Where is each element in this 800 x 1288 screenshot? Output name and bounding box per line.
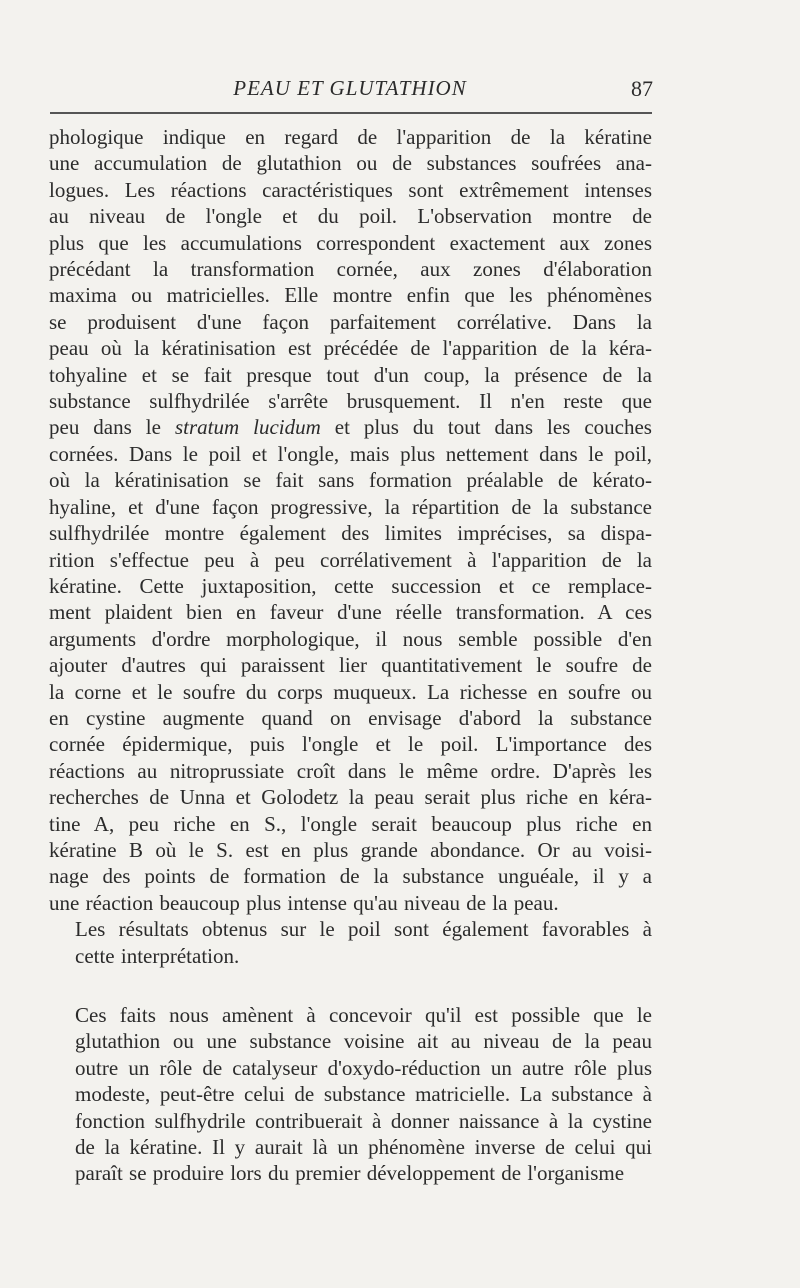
text-line: logues. Les réactions caractéristiques sont extrêmement intenses <box>49 177 652 202</box>
text-line: peu dans le stratum lucidum et plus du tout dans les couches <box>49 415 652 440</box>
text-line: recherches de Unna et Golodetz la peau serait plus riche en kéra- <box>49 785 652 810</box>
text-line: peau où la kératinisation est précédée de l'apparition de la kéra- <box>49 336 652 361</box>
text-line: nage des points de formation de la substance unguéale, il y a <box>49 864 652 889</box>
text-line: substance sulfhydrilée s'arrête brusquement. Il n'en reste que <box>49 389 652 414</box>
text-line: plus que les accumulations correspondent exactement aux zones <box>49 230 652 255</box>
text-line: rition s'effectue peu à peu corrélativement à l'apparition de la <box>49 547 652 572</box>
text-line: Les résultats obtenus sur le poil sont également favorables à <box>75 917 652 942</box>
text-line: une accumulation de glutathion ou de substances soufrées ana- <box>49 151 652 176</box>
italic-term: stratum lucidum <box>174 415 321 440</box>
text-line: phologique indique en regard de l'apparition de la kératine <box>49 125 652 149</box>
text-line: sulfhydrilée montre également des limites imprécises, sa dispa- <box>49 521 652 546</box>
text-line: précédant la transformation cornée, aux zones d'élaboration <box>49 257 652 282</box>
text-line: en cystine augmente quand on envisage d'abord la substance <box>49 705 652 730</box>
text-line: cornée épidermique, puis l'ongle et le poil. L'importance des <box>49 732 652 757</box>
text-line: tohyaline et se fait presque tout d'un coup, la présence de la <box>49 362 652 387</box>
text-line: cette interprétation. <box>75 943 240 968</box>
text-line: glutathion ou une substance voisine ait au niveau de la peau <box>75 1029 652 1054</box>
text-line: ment plaident bien en faveur d'une réelle transformation. A ces <box>49 600 652 625</box>
running-head <box>47 76 653 106</box>
text-line: kératine B où le S. est en plus grande abondance. Or au voisi- <box>49 837 652 862</box>
text-line: se produisent d'une façon parfaitement corrélative. Dans la <box>49 309 652 334</box>
text-line: réactions au nitroprussiate croît dans le même ordre. D'après les <box>49 758 652 783</box>
text-line: cornées. Dans le poil et l'ongle, mais plus nettement dans le poil, <box>49 441 652 466</box>
text-line: hyaline, et d'une façon progressive, la répartition de la substance <box>49 494 652 519</box>
text-line: arguments d'ordre morphologique, il nous semble possible d'en <box>49 626 652 651</box>
header-rule <box>50 112 652 114</box>
paragraph <box>49 1002 652 1187</box>
text-line: kératine. Cette juxtaposition, cette succession et ce remplace- <box>49 573 652 598</box>
text-line: modeste, peut-être celui de substance matricielle. La substance à <box>75 1082 652 1107</box>
text-line: tine A, peu riche en S., l'ongle serait beaucoup plus riche en <box>49 811 652 836</box>
text-line: où la kératinisation se fait sans formation préalable de kérato- <box>49 468 652 493</box>
text-line: de la kératine. Il y aurait là un phénomène inverse de celui qui <box>75 1135 652 1160</box>
text-line: paraît se produire lors du premier développement de l'organisme <box>75 1161 625 1186</box>
running-title: PEAU ET GLUTATHION <box>233 76 467 100</box>
text-line: maxima ou matricielles. Elle montre enfin que les phénomènes <box>49 283 652 308</box>
text-line: outre un rôle de catalyseur d'oxydo-réduction un autre rôle plus <box>75 1055 652 1080</box>
text-line: une réaction beaucoup plus intense qu'au niveau de la peau. <box>49 890 559 915</box>
text-line: la corne et le soufre du corps muqueux. La richesse en soufre ou <box>49 679 652 704</box>
paragraph <box>49 916 652 969</box>
paragraph <box>49 124 652 916</box>
text-line: fonction sulfhydrile contribuerait à donner naissance à la cystine <box>75 1108 652 1133</box>
page-number: 87 <box>631 76 653 101</box>
text-line: au niveau de l'ongle et du poil. L'observation montre de <box>49 204 652 229</box>
text-line: Ces faits nous amènent à concevoir qu'il est possible que le <box>75 1003 652 1027</box>
body-text <box>49 124 652 1187</box>
text-line: ajouter d'autres qui paraissent lier quantitativement le soufre de <box>49 653 652 678</box>
